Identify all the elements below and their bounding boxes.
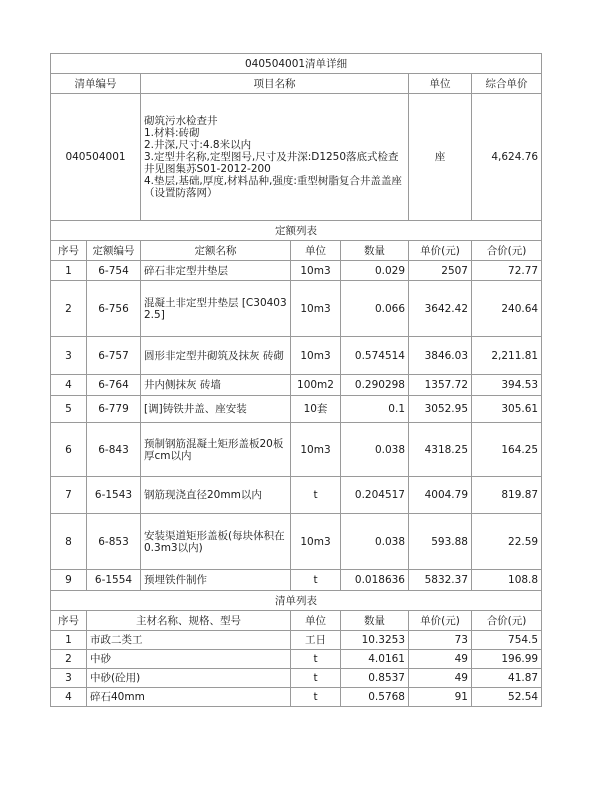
quota-name: 圆形非定型井砌筑及抹灰 砖砌 (141, 337, 291, 375)
bill-price-header: 综合单价 (472, 74, 542, 94)
bill-header-row (51, 74, 542, 94)
quota-total: 240.64 (472, 281, 542, 337)
quota-unit: 100m2 (291, 375, 341, 396)
quota-unit-header: 单位 (291, 241, 341, 261)
quota-no: 7 (51, 477, 87, 514)
quota-total: 819.87 (472, 477, 542, 514)
material-section-row (51, 591, 542, 611)
quota-unit: t (291, 570, 341, 591)
material-total: 196.99 (472, 650, 542, 669)
bill-price: 4,624.76 (472, 94, 542, 221)
quota-qty: 0.290298 (341, 375, 409, 396)
quota-qty: 0.066 (341, 281, 409, 337)
quota-code: 6-843 (87, 423, 141, 477)
quota-no: 8 (51, 514, 87, 570)
material-total: 41.87 (472, 669, 542, 688)
quota-name: 预制钢筋混凝土矩形盖板20板厚cm以内 (141, 423, 291, 477)
quota-qty: 0.038 (341, 514, 409, 570)
material-name: 中砂(砼用) (87, 669, 291, 688)
material-row (51, 650, 542, 669)
quota-header-row (51, 241, 542, 261)
material-qty-header: 数量 (341, 611, 409, 631)
quota-no: 9 (51, 570, 87, 591)
material-no: 3 (51, 669, 87, 688)
material-unit: t (291, 688, 341, 707)
quota-unit: 10m3 (291, 337, 341, 375)
material-unit: t (291, 650, 341, 669)
quota-no: 3 (51, 337, 87, 375)
material-section-title: 清单列表 (51, 591, 542, 611)
quota-price: 2507 (409, 261, 472, 281)
material-price: 73 (409, 631, 472, 650)
material-row (51, 669, 542, 688)
quota-price: 593.88 (409, 514, 472, 570)
quota-unit: 10m3 (291, 281, 341, 337)
bill-detail-sheet (50, 53, 541, 707)
quota-unit: t (291, 477, 341, 514)
quota-no: 2 (51, 281, 87, 337)
material-name: 市政二类工 (87, 631, 291, 650)
bill-row (51, 94, 542, 221)
quota-name: [调]铸铁井盖、座安装 (141, 396, 291, 423)
quota-row (51, 514, 542, 570)
quota-qty: 0.1 (341, 396, 409, 423)
quota-code: 6-1554 (87, 570, 141, 591)
material-total: 52.54 (472, 688, 542, 707)
quota-code: 6-757 (87, 337, 141, 375)
material-name: 中砂 (87, 650, 291, 669)
sheet-title-row (51, 54, 542, 74)
material-qty: 10.3253 (341, 631, 409, 650)
material-price: 91 (409, 688, 472, 707)
material-no: 2 (51, 650, 87, 669)
material-header-row (51, 611, 542, 631)
quota-price: 5832.37 (409, 570, 472, 591)
quota-code-header: 定额编号 (87, 241, 141, 261)
bill-code-header: 清单编号 (51, 74, 141, 94)
quota-code: 6-756 (87, 281, 141, 337)
bill-desc-line: 2.井深,尺寸:4.8米以内 (144, 139, 252, 151)
material-unit: 工日 (291, 631, 341, 650)
material-name: 碎石40mm (87, 688, 291, 707)
material-qty: 0.8537 (341, 669, 409, 688)
material-unit: t (291, 669, 341, 688)
quota-price: 3846.03 (409, 337, 472, 375)
bill-desc-line: 4.垫层,基础,厚度,材料品种,强度:重型树脂复合井盖盖座（设置防落网） (144, 175, 402, 199)
quota-total: 108.8 (472, 570, 542, 591)
quota-price: 1357.72 (409, 375, 472, 396)
quota-name-header: 定额名称 (141, 241, 291, 261)
quota-qty: 0.574514 (341, 337, 409, 375)
material-no: 1 (51, 631, 87, 650)
material-total-header: 合价(元) (472, 611, 542, 631)
quota-row (51, 477, 542, 514)
bill-desc-line: 砌筑污水检查井 (144, 115, 218, 127)
material-no-header: 序号 (51, 611, 87, 631)
quota-name: 钢筋现浇直径20mm以内 (141, 477, 291, 514)
quota-name: 混凝土非定型井垫层 [C304032.5] (141, 281, 291, 337)
quota-row (51, 281, 542, 337)
quota-code: 6-853 (87, 514, 141, 570)
quota-price: 3642.42 (409, 281, 472, 337)
bill-detail-table (50, 53, 542, 707)
sheet-title: 040504001清单详细 (51, 54, 542, 74)
quota-unit: 10m3 (291, 261, 341, 281)
quota-code: 6-764 (87, 375, 141, 396)
quota-unit: 10套 (291, 396, 341, 423)
quota-row (51, 375, 542, 396)
bill-description (141, 94, 409, 221)
quota-total: 72.77 (472, 261, 542, 281)
quota-row (51, 261, 542, 281)
quota-total: 22.59 (472, 514, 542, 570)
quota-section-row (51, 221, 542, 241)
material-no: 4 (51, 688, 87, 707)
quota-price: 4318.25 (409, 423, 472, 477)
quota-total: 164.25 (472, 423, 542, 477)
quota-total: 2,211.81 (472, 337, 542, 375)
quota-no: 6 (51, 423, 87, 477)
quota-name: 井内侧抹灰 砖墙 (141, 375, 291, 396)
quota-code: 6-779 (87, 396, 141, 423)
material-price-header: 单价(元) (409, 611, 472, 631)
quota-qty: 0.029 (341, 261, 409, 281)
quota-no-header: 序号 (51, 241, 87, 261)
quota-total-header: 合价(元) (472, 241, 542, 261)
quota-total: 394.53 (472, 375, 542, 396)
quota-name: 碎石非定型井垫层 (141, 261, 291, 281)
material-row (51, 631, 542, 650)
material-name-header: 主材名称、规格、型号 (87, 611, 291, 631)
quota-price-header: 单价(元) (409, 241, 472, 261)
material-qty: 4.0161 (341, 650, 409, 669)
quota-row (51, 337, 542, 375)
bill-desc-line: 3.定型井名称,定型图号,尺寸及井深:D1250落底式检查井见图集苏S01-2012-200 (144, 151, 399, 175)
quota-section-title: 定额列表 (51, 221, 542, 241)
quota-qty: 0.018636 (341, 570, 409, 591)
quota-price: 3052.95 (409, 396, 472, 423)
bill-code: 040504001 (51, 94, 141, 221)
quota-row (51, 570, 542, 591)
bill-name-header: 项目名称 (141, 74, 409, 94)
quota-row (51, 396, 542, 423)
quota-qty: 0.038 (341, 423, 409, 477)
quota-code: 6-754 (87, 261, 141, 281)
quota-price: 4004.79 (409, 477, 472, 514)
material-unit-header: 单位 (291, 611, 341, 631)
quota-unit: 10m3 (291, 514, 341, 570)
quota-row (51, 423, 542, 477)
material-price: 49 (409, 650, 472, 669)
material-qty: 0.5768 (341, 688, 409, 707)
quota-code: 6-1543 (87, 477, 141, 514)
quota-name: 安装渠道矩形盖板(每块体积在0.3m3以内) (141, 514, 291, 570)
quota-no: 5 (51, 396, 87, 423)
bill-unit: 座 (409, 94, 472, 221)
material-price: 49 (409, 669, 472, 688)
bill-desc-line: 1.材料:砖砌 (144, 127, 200, 139)
material-row (51, 688, 542, 707)
quota-qty-header: 数量 (341, 241, 409, 261)
quota-qty: 0.204517 (341, 477, 409, 514)
quota-no: 1 (51, 261, 87, 281)
material-total: 754.5 (472, 631, 542, 650)
quota-total: 305.61 (472, 396, 542, 423)
quota-unit: 10m3 (291, 423, 341, 477)
quota-no: 4 (51, 375, 87, 396)
quota-name: 预埋铁件制作 (141, 570, 291, 591)
bill-unit-header: 单位 (409, 74, 472, 94)
